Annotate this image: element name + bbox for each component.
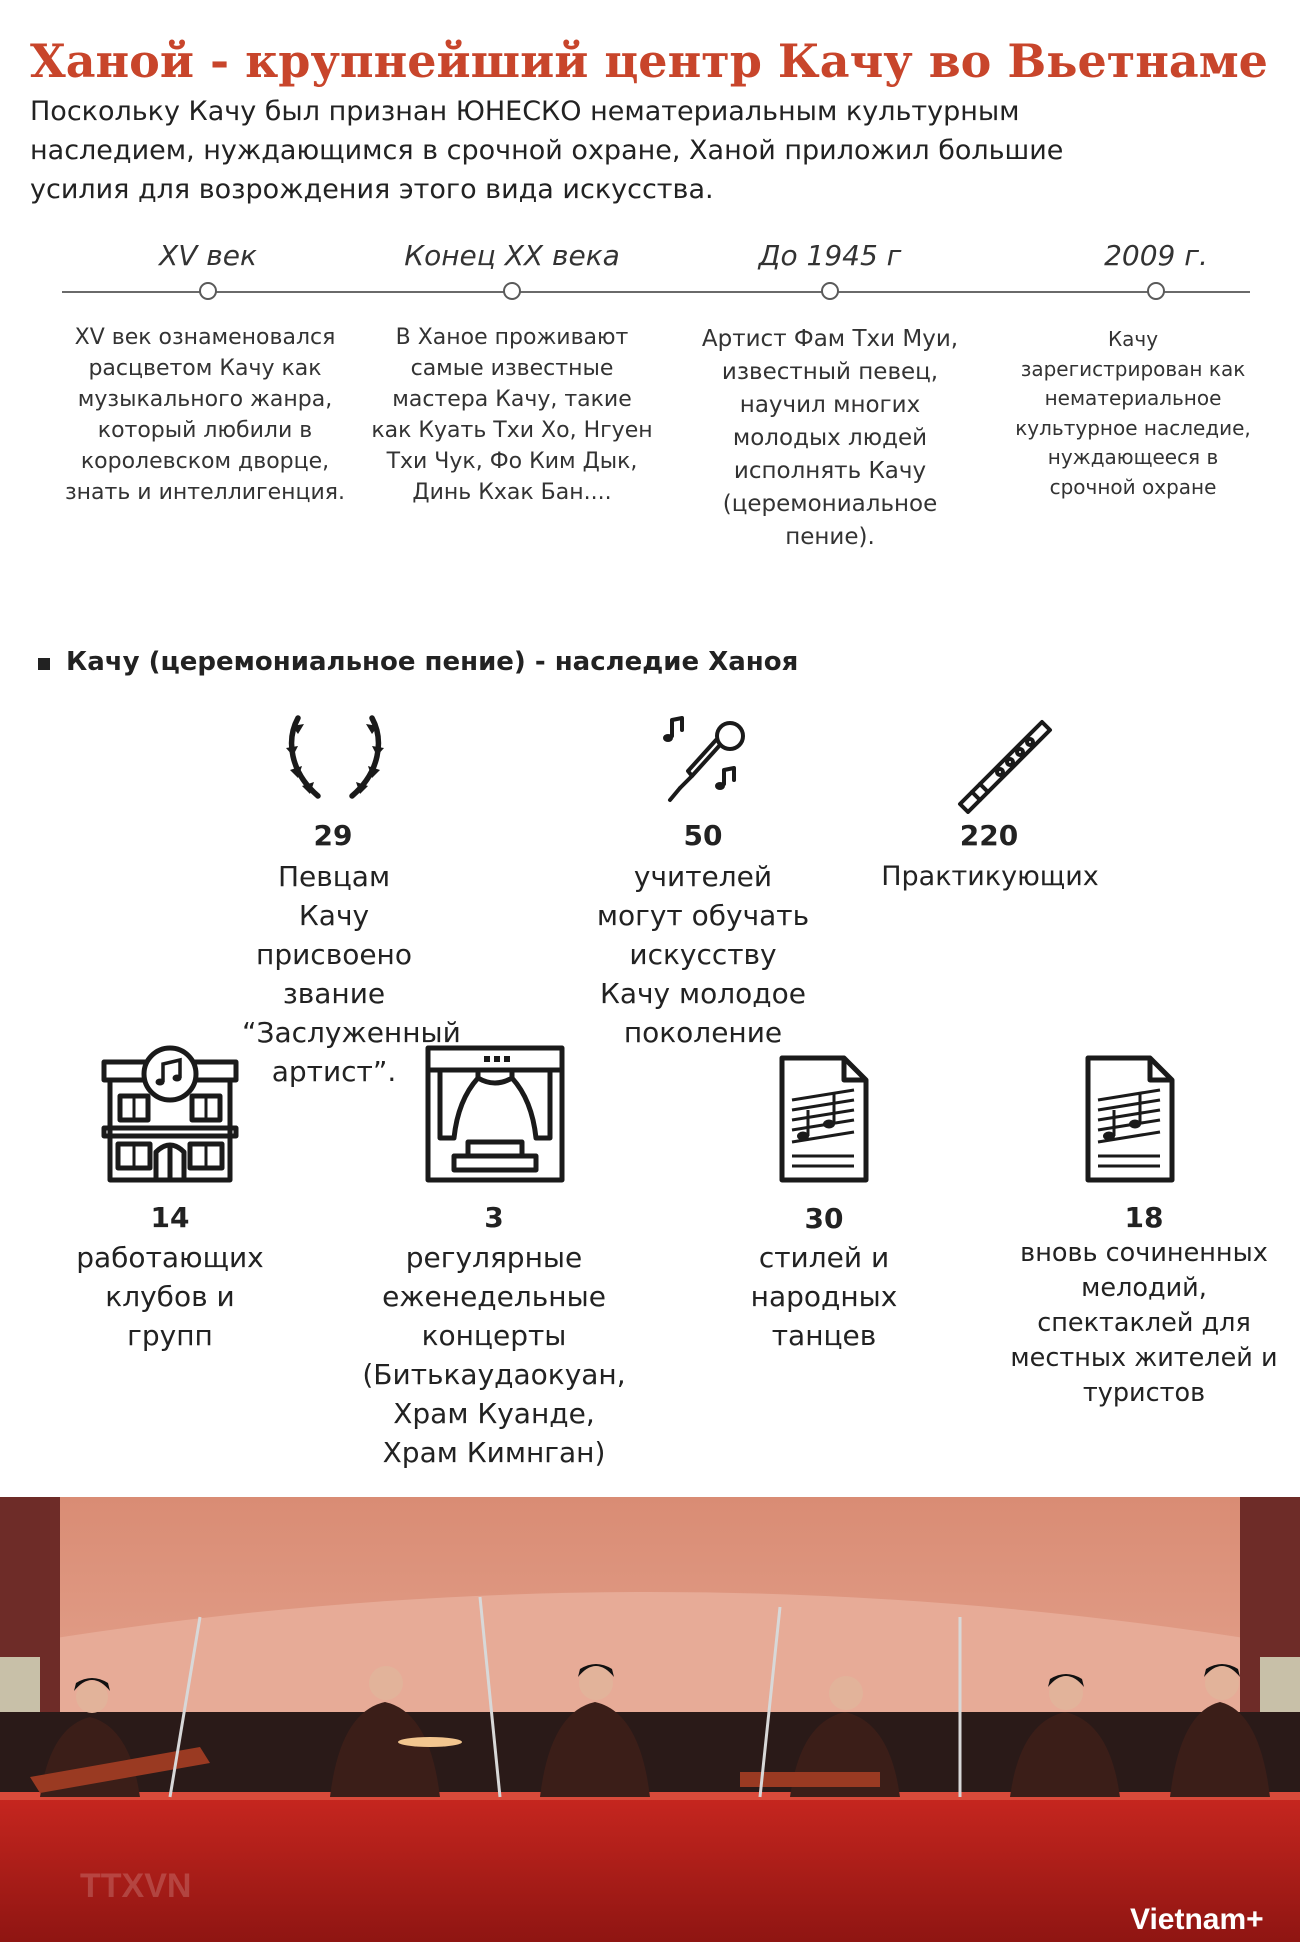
section-title: Качу (церемониальное пение) - наследие Ханоя xyxy=(66,647,799,677)
timeline-dot xyxy=(199,282,217,300)
stat-number: 50 xyxy=(683,819,723,852)
timeline-dot xyxy=(503,282,521,300)
intro-text: Поскольку Качу был признан ЮНЕСКО нематериальным культурным наследием, нуждающимся в срочной охране, Ханой приложил большие усилия для возрождения этого вида искусства. xyxy=(30,96,1064,205)
stat-number: 30 xyxy=(804,1202,844,1235)
stat-number: 14 xyxy=(150,1201,190,1234)
stat-label: Певцам Качу присвоено звание “Заслуженный артист”. xyxy=(242,860,461,1088)
stat-number: 220 xyxy=(959,819,1019,852)
stat-label: вновь сочиненных мелодий, спектаклей для местных жителей и туристов xyxy=(1010,1238,1278,1408)
microphone-icon xyxy=(658,714,754,806)
timeline-text: XV век ознаменовался расцветом Качу как музыкального жанра, который любили в королевском дворце, знать и интеллигенция. xyxy=(64,325,346,505)
timeline-year: XV век xyxy=(159,239,257,272)
stat-label: регулярные еженедельные концерты (Битькаудаокуан, Храм Куанде, Храм Кимнган) xyxy=(362,1241,626,1469)
timeline-year: 2009 г. xyxy=(1104,239,1208,272)
square-bullet-icon xyxy=(38,658,50,670)
laurel-wreath-icon xyxy=(278,712,392,808)
timeline-year: Конец XX века xyxy=(404,239,620,272)
timeline-dot xyxy=(1147,282,1165,300)
stat-label: учителей могут обучать искусству Качу молодое поколение xyxy=(596,860,810,1049)
timeline-year: До 1945 г xyxy=(758,239,902,272)
stat-label: Практикующих xyxy=(881,861,1099,892)
stat-number: 29 xyxy=(313,819,353,852)
timeline-dot xyxy=(821,282,839,300)
theater-stage-icon xyxy=(424,1044,566,1184)
music-club-building-icon xyxy=(100,1044,240,1184)
timeline-line xyxy=(62,291,1250,293)
sheet-music-icon xyxy=(1084,1054,1176,1184)
stat-label: работающих клубов и групп xyxy=(76,1241,264,1352)
stat-number: 18 xyxy=(1124,1201,1164,1234)
photo-watermark: TTXVN xyxy=(80,1867,192,1905)
photo-logo: Vietnam+ xyxy=(1130,1903,1264,1936)
timeline-text: Качу зарегистрирован как нематериальное культурное наследие, нуждающееся в срочной охране xyxy=(1015,327,1251,499)
flute-icon xyxy=(950,718,1054,814)
performance-photo xyxy=(0,1497,1300,1942)
timeline-text: В Ханое проживают самые известные мастера Качу, такие как Куать Тхи Хо, Нгуен Тхи Чук, Фо Ким Дык, Динь Кхак Бан.... xyxy=(371,325,653,505)
page-title: Ханой - крупнейший центр Качу во Вьетнаме xyxy=(30,34,1268,88)
sheet-music-icon xyxy=(778,1054,870,1184)
timeline-text: Артист Фам Тхи Муи, известный певец, научил многих молодых людей исполнять Качу (церемониальное пение). xyxy=(701,326,959,550)
stat-number: 3 xyxy=(484,1201,504,1234)
stat-label: стилей и народных танцев xyxy=(750,1241,898,1352)
